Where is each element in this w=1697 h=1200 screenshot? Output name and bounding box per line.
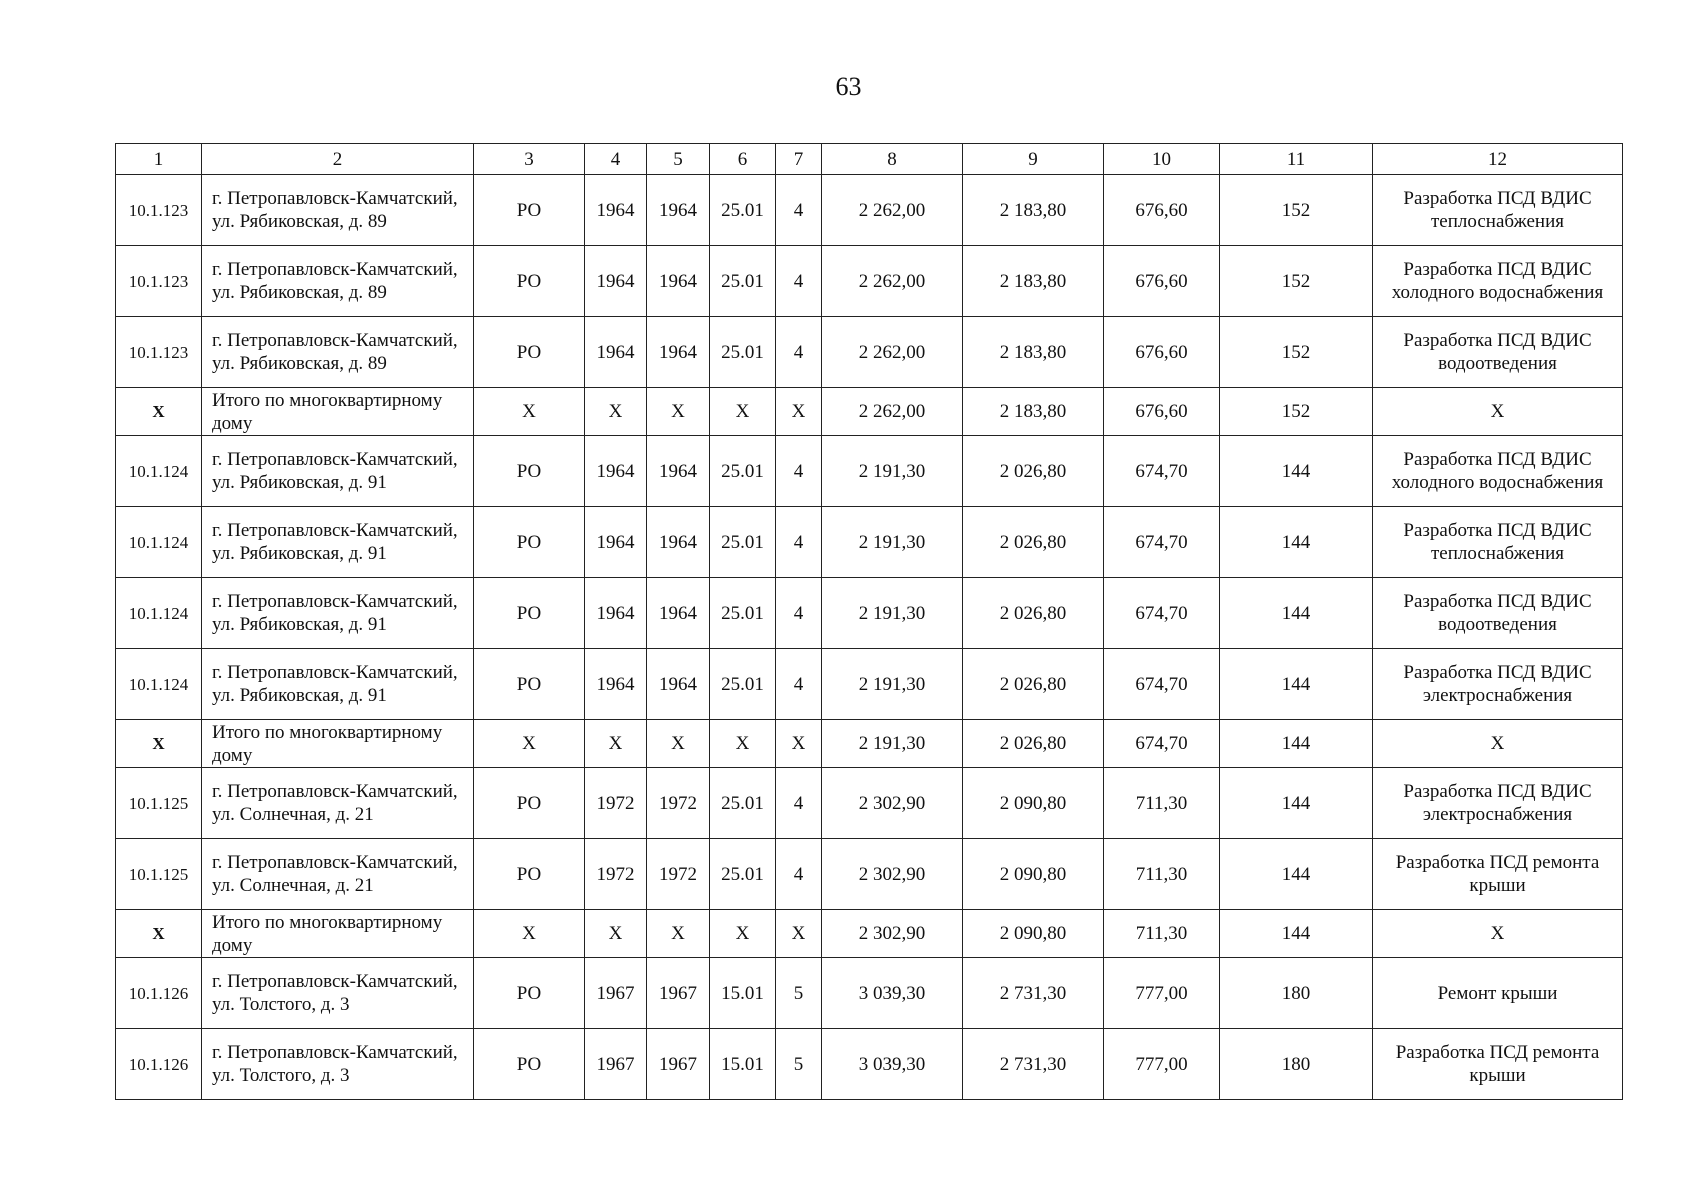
table-cell: 4 — [776, 246, 822, 317]
table-cell: 144 — [1220, 507, 1373, 578]
table-row — [116, 317, 1623, 388]
table-cell: 1972 — [647, 768, 710, 839]
table-cell: 1967 — [585, 958, 647, 1029]
table-cell: 144 — [1220, 910, 1373, 958]
table-cell: 676,60 — [1104, 246, 1220, 317]
table-cell: 1967 — [585, 1029, 647, 1100]
column-number-header: 4 — [585, 144, 647, 175]
table-cell: 2 026,80 — [963, 720, 1104, 768]
table-cell: 25.01 — [710, 649, 776, 720]
table-cell: 1964 — [647, 317, 710, 388]
table-cell: РО — [474, 246, 585, 317]
table-cell: Х — [647, 720, 710, 768]
table-cell: 1967 — [647, 958, 710, 1029]
table-row — [116, 507, 1623, 578]
table-cell: 2 302,90 — [822, 910, 963, 958]
table-cell: Разработка ПСД ВДИС водоотведения — [1373, 578, 1623, 649]
table-row — [116, 246, 1623, 317]
table-cell: 144 — [1220, 436, 1373, 507]
table-cell: 144 — [1220, 839, 1373, 910]
table-cell: 2 026,80 — [963, 649, 1104, 720]
table-cell: г. Петропавловск-Камчатский, ул. Толстого, д. 3 — [202, 1029, 474, 1100]
table-cell: 25.01 — [710, 839, 776, 910]
column-number-header: 11 — [1220, 144, 1373, 175]
table-cell: РО — [474, 507, 585, 578]
table-cell: 4 — [776, 768, 822, 839]
table-cell: Х — [116, 720, 202, 768]
column-number-header: 7 — [776, 144, 822, 175]
column-number-header: 12 — [1373, 144, 1623, 175]
column-number-header-row — [116, 144, 1623, 175]
table-cell: Х — [710, 388, 776, 436]
table-cell: Х — [116, 910, 202, 958]
table-cell: 180 — [1220, 958, 1373, 1029]
table-cell: 2 191,30 — [822, 649, 963, 720]
table-cell: 2 183,80 — [963, 317, 1104, 388]
table-cell: 2 191,30 — [822, 436, 963, 507]
table-cell: 2 262,00 — [822, 175, 963, 246]
table-cell: Х — [1373, 388, 1623, 436]
table-cell: Х — [585, 388, 647, 436]
column-number-header: 8 — [822, 144, 963, 175]
table-cell: Разработка ПСД ВДИС теплоснабжения — [1373, 175, 1623, 246]
table-cell: 2 191,30 — [822, 578, 963, 649]
table-cell: Х — [1373, 910, 1623, 958]
table-cell: 2 090,80 — [963, 839, 1104, 910]
table-cell: 2 026,80 — [963, 578, 1104, 649]
table-cell: 152 — [1220, 175, 1373, 246]
table-cell: 25.01 — [710, 175, 776, 246]
table-cell: 10.1.126 — [116, 958, 202, 1029]
table-cell: РО — [474, 578, 585, 649]
table-cell: г. Петропавловск-Камчатский, ул. Толстого, д. 3 — [202, 958, 474, 1029]
table-cell: 4 — [776, 578, 822, 649]
table-cell: 2 183,80 — [963, 388, 1104, 436]
table-cell: Итого по многоквартирному дому — [202, 910, 474, 958]
total-row — [116, 388, 1623, 436]
table-cell: 10.1.126 — [116, 1029, 202, 1100]
table-cell: 711,30 — [1104, 839, 1220, 910]
table-cell: 25.01 — [710, 578, 776, 649]
table-cell: Итого по многоквартирному дому — [202, 388, 474, 436]
table-cell: 674,70 — [1104, 720, 1220, 768]
table-cell: Разработка ПСД ремонта крыши — [1373, 1029, 1623, 1100]
repair-program-table — [115, 143, 1623, 1100]
table-cell: Х — [710, 910, 776, 958]
table-cell: 711,30 — [1104, 768, 1220, 839]
column-number-header: 2 — [202, 144, 474, 175]
table-cell: РО — [474, 958, 585, 1029]
table-cell: РО — [474, 768, 585, 839]
table-cell: 10.1.124 — [116, 578, 202, 649]
table-cell: Х — [776, 720, 822, 768]
table-cell: 144 — [1220, 649, 1373, 720]
table-cell: РО — [474, 436, 585, 507]
table-cell: 1964 — [585, 246, 647, 317]
table-cell: Х — [776, 910, 822, 958]
table-cell: 10.1.125 — [116, 839, 202, 910]
table-cell: 1967 — [647, 1029, 710, 1100]
table-cell: 1964 — [585, 578, 647, 649]
table-cell: РО — [474, 649, 585, 720]
table-cell: РО — [474, 175, 585, 246]
table-cell: 5 — [776, 1029, 822, 1100]
table-cell: 1964 — [585, 436, 647, 507]
table-cell: г. Петропавловск-Камчатский, ул. Рябиковская, д. 91 — [202, 507, 474, 578]
table-cell: г. Петропавловск-Камчатский, ул. Солнечная, д. 21 — [202, 768, 474, 839]
column-number-header: 3 — [474, 144, 585, 175]
table-cell: 674,70 — [1104, 436, 1220, 507]
table-cell: 10.1.124 — [116, 507, 202, 578]
column-number-header: 1 — [116, 144, 202, 175]
table-row — [116, 436, 1623, 507]
table-cell: 1964 — [647, 246, 710, 317]
table-cell: 152 — [1220, 388, 1373, 436]
table-cell: 1964 — [585, 175, 647, 246]
table-cell: Разработка ПСД ВДИС водоотведения — [1373, 317, 1623, 388]
table-cell: 152 — [1220, 246, 1373, 317]
table-row — [116, 578, 1623, 649]
table-cell: Разработка ПСД ВДИС теплоснабжения — [1373, 507, 1623, 578]
table-cell: 144 — [1220, 720, 1373, 768]
table-cell: 676,60 — [1104, 317, 1220, 388]
table-cell: г. Петропавловск-Камчатский, ул. Рябиковская, д. 91 — [202, 649, 474, 720]
table-cell: Х — [647, 388, 710, 436]
table-cell: 10.1.123 — [116, 246, 202, 317]
table-cell: г. Петропавловск-Камчатский, ул. Рябиковская, д. 89 — [202, 246, 474, 317]
table-cell: 25.01 — [710, 317, 776, 388]
table-cell: Х — [474, 388, 585, 436]
table-cell: 2 191,30 — [822, 720, 963, 768]
table-cell: 3 039,30 — [822, 1029, 963, 1100]
table-cell: 15.01 — [710, 958, 776, 1029]
table-cell: г. Петропавловск-Камчатский, ул. Солнечная, д. 21 — [202, 839, 474, 910]
table-cell: 15.01 — [710, 1029, 776, 1100]
table-cell: 4 — [776, 436, 822, 507]
table-cell: Х — [710, 720, 776, 768]
table-cell: Х — [585, 720, 647, 768]
table-cell: 2 183,80 — [963, 246, 1104, 317]
table-cell: Разработка ПСД ремонта крыши — [1373, 839, 1623, 910]
table-cell: 1972 — [647, 839, 710, 910]
table-cell: 1964 — [585, 649, 647, 720]
table-cell: 10.1.125 — [116, 768, 202, 839]
table-cell: Разработка ПСД ВДИС электроснабжения — [1373, 649, 1623, 720]
table-cell: 144 — [1220, 578, 1373, 649]
table-cell: РО — [474, 317, 585, 388]
table-cell: 676,60 — [1104, 388, 1220, 436]
table-cell: 152 — [1220, 317, 1373, 388]
table-cell: Х — [474, 720, 585, 768]
table-row — [116, 1029, 1623, 1100]
table-cell: 1964 — [647, 436, 710, 507]
table-row — [116, 958, 1623, 1029]
table-cell: 2 191,30 — [822, 507, 963, 578]
table-cell: г. Петропавловск-Камчатский, ул. Рябиковская, д. 89 — [202, 317, 474, 388]
table-cell: 3 039,30 — [822, 958, 963, 1029]
table-cell: 144 — [1220, 768, 1373, 839]
table-row — [116, 768, 1623, 839]
table-cell: 777,00 — [1104, 958, 1220, 1029]
column-number-header: 6 — [710, 144, 776, 175]
table-cell: 2 090,80 — [963, 910, 1104, 958]
table-cell: 777,00 — [1104, 1029, 1220, 1100]
table-cell: 4 — [776, 507, 822, 578]
table-cell: 2 262,00 — [822, 317, 963, 388]
table-cell: 5 — [776, 958, 822, 1029]
table-cell: 711,30 — [1104, 910, 1220, 958]
table-cell: Х — [116, 388, 202, 436]
table-cell: Х — [776, 388, 822, 436]
table-cell: г. Петропавловск-Камчатский, ул. Рябиковская, д. 91 — [202, 436, 474, 507]
table-cell: 676,60 — [1104, 175, 1220, 246]
table-cell: 2 026,80 — [963, 436, 1104, 507]
table-cell: 2 302,90 — [822, 839, 963, 910]
table-cell: 674,70 — [1104, 578, 1220, 649]
table-cell: г. Петропавловск-Камчатский, ул. Рябиковская, д. 89 — [202, 175, 474, 246]
table-cell: Х — [585, 910, 647, 958]
table-cell: Х — [474, 910, 585, 958]
table-cell: 2 183,80 — [963, 175, 1104, 246]
table-cell: 2 026,80 — [963, 507, 1104, 578]
table-cell: 4 — [776, 839, 822, 910]
table-cell: 2 262,00 — [822, 246, 963, 317]
column-number-header: 10 — [1104, 144, 1220, 175]
table-cell: Разработка ПСД ВДИС холодного водоснабжения — [1373, 436, 1623, 507]
table-cell: 1972 — [585, 768, 647, 839]
table-cell: Ремонт крыши — [1373, 958, 1623, 1029]
table-cell: 674,70 — [1104, 507, 1220, 578]
table-cell: 2 302,90 — [822, 768, 963, 839]
column-number-header: 9 — [963, 144, 1104, 175]
table-cell: 2 731,30 — [963, 1029, 1104, 1100]
table-cell: 1964 — [585, 317, 647, 388]
table-cell: г. Петропавловск-Камчатский, ул. Рябиковская, д. 91 — [202, 578, 474, 649]
table-cell: 25.01 — [710, 436, 776, 507]
table-cell: 2 090,80 — [963, 768, 1104, 839]
table-cell: 1964 — [647, 578, 710, 649]
table-cell: 4 — [776, 317, 822, 388]
table-cell: 10.1.124 — [116, 436, 202, 507]
table-cell: 1964 — [647, 649, 710, 720]
table-cell: 10.1.123 — [116, 175, 202, 246]
table-cell: 25.01 — [710, 246, 776, 317]
table-cell: 25.01 — [710, 768, 776, 839]
table-row — [116, 175, 1623, 246]
table-cell: Х — [1373, 720, 1623, 768]
table-cell: РО — [474, 1029, 585, 1100]
table-cell: Х — [647, 910, 710, 958]
table-cell: Разработка ПСД ВДИС электроснабжения — [1373, 768, 1623, 839]
table-cell: 10.1.123 — [116, 317, 202, 388]
table-cell: 1964 — [585, 507, 647, 578]
table-cell: 2 262,00 — [822, 388, 963, 436]
page-number: 63 — [835, 72, 862, 101]
table-cell: 1964 — [647, 507, 710, 578]
table-row — [116, 649, 1623, 720]
table-cell: 25.01 — [710, 507, 776, 578]
table-cell: Итого по многоквартирному дому — [202, 720, 474, 768]
table-cell: 10.1.124 — [116, 649, 202, 720]
table-cell: 4 — [776, 649, 822, 720]
column-number-header: 5 — [647, 144, 710, 175]
table-row — [116, 839, 1623, 910]
table-cell: 4 — [776, 175, 822, 246]
table-cell: 180 — [1220, 1029, 1373, 1100]
total-row — [116, 720, 1623, 768]
table-cell: Разработка ПСД ВДИС холодного водоснабжения — [1373, 246, 1623, 317]
table-cell: 1964 — [647, 175, 710, 246]
table-cell: 674,70 — [1104, 649, 1220, 720]
total-row — [116, 910, 1623, 958]
table-cell: 2 731,30 — [963, 958, 1104, 1029]
table-cell: РО — [474, 839, 585, 910]
table-cell: 1972 — [585, 839, 647, 910]
